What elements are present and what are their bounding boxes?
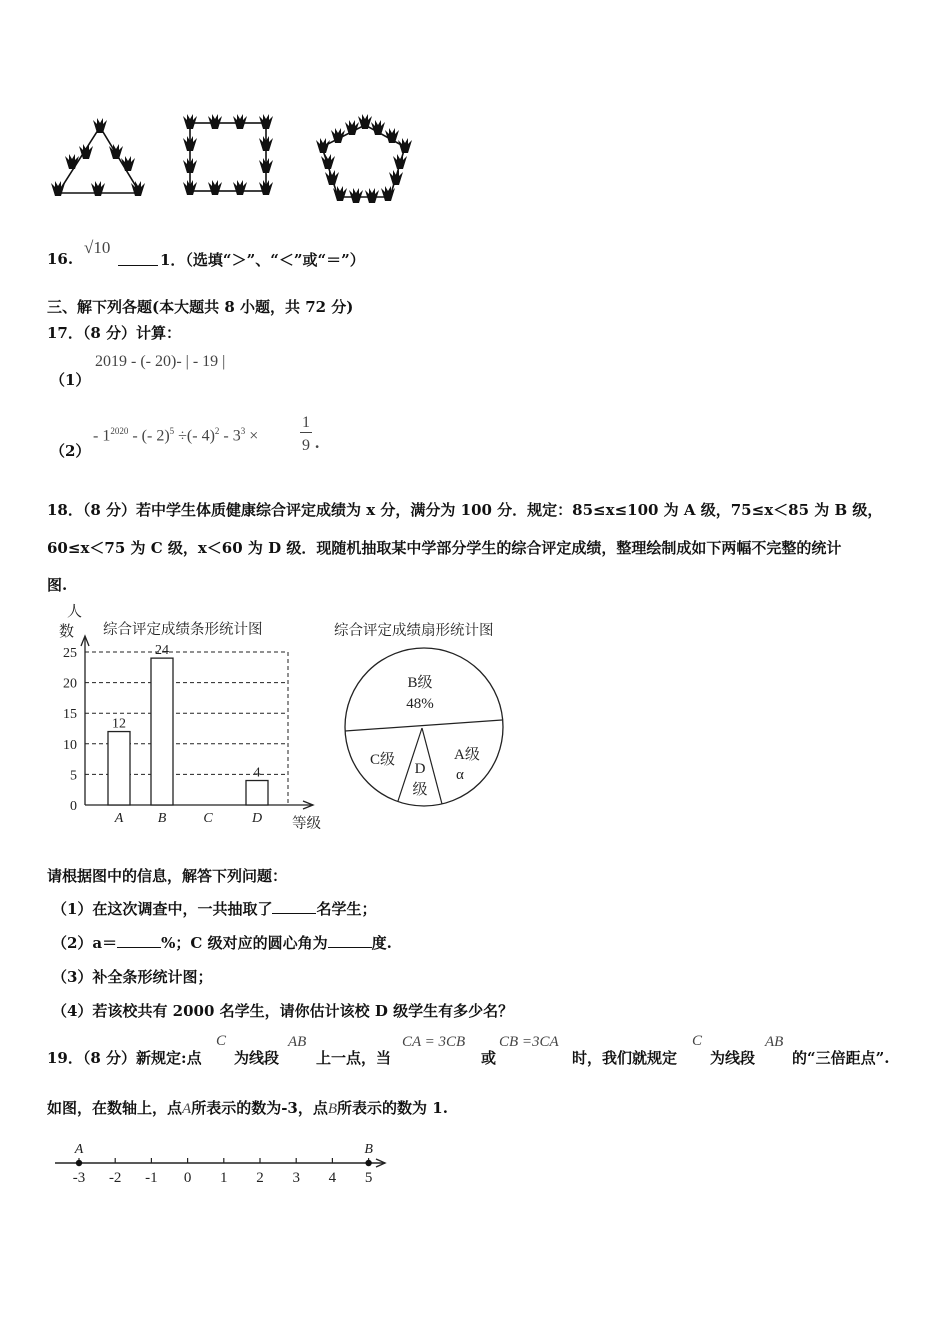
point-label: A bbox=[74, 1142, 84, 1157]
bar-value-label: 24 bbox=[155, 643, 169, 659]
x-tick-label: B bbox=[157, 811, 167, 826]
q16-number: 16. bbox=[47, 250, 74, 268]
y-axis-label: 人 bbox=[67, 604, 83, 620]
bar-B bbox=[151, 658, 173, 805]
q19-part-c: 上一点，当 bbox=[316, 1049, 392, 1067]
q17-part1-expression: 2019 - (- 20)- | - 19 | bbox=[95, 353, 226, 370]
y-tick-label: 0 bbox=[70, 799, 77, 814]
bar-chart-title: 综合评定成绩条形统计图 bbox=[103, 622, 263, 638]
pie-value-a: α bbox=[456, 767, 464, 783]
q17-fraction-numerator: 1 bbox=[302, 414, 310, 431]
q19-part-f: 为线段 bbox=[710, 1049, 756, 1067]
q17-heading: 17．（8 分）计算： bbox=[47, 324, 182, 342]
q17-part2-expression: - $1^{2020}$ - (- 2)$^5$ ÷(- $4)^2 - 3^3$ × bbox=[93, 426, 259, 445]
q17-fraction-denominator: 9 bbox=[302, 437, 310, 454]
square-shape bbox=[183, 114, 273, 195]
point-label: B bbox=[364, 1142, 373, 1157]
bar-value-label: 4 bbox=[253, 765, 261, 781]
q19-segment-ab: AB bbox=[288, 1034, 307, 1050]
shape-pattern-figure bbox=[40, 105, 430, 215]
q18-subq-1: （1）在这次调查中，一共抽取了 名学生； bbox=[52, 900, 377, 918]
tick-label: -1 bbox=[145, 1170, 158, 1186]
tick-label: 1 bbox=[220, 1170, 228, 1186]
y-tick-label: 25 bbox=[63, 646, 77, 661]
q18-subq1-blank[interactable] bbox=[272, 899, 316, 914]
y-tick-label: 15 bbox=[63, 707, 77, 723]
q18-questions-intro: 请根据图中的信息，解答下列问题： bbox=[47, 867, 288, 885]
y-tick-label: 10 bbox=[63, 737, 77, 753]
pie-label-a: A级 bbox=[454, 747, 480, 763]
tick-label: 4 bbox=[328, 1170, 337, 1186]
pie-chart-title: 综合评定成绩扇形统计图 bbox=[334, 623, 494, 639]
y-tick-label: 20 bbox=[63, 676, 77, 692]
tick-label: 5 bbox=[364, 1170, 373, 1186]
q17-part2-label: （2） bbox=[50, 442, 91, 460]
q16-answer-blank[interactable] bbox=[118, 250, 158, 266]
q19-part-a: 19．（8 分）新规定:点 bbox=[47, 1049, 202, 1067]
q19-part-d: 或 bbox=[481, 1049, 497, 1067]
q19-part-e: 时，我们就规定 bbox=[572, 1049, 678, 1067]
q19-part-g: 的“三倍距点”. bbox=[792, 1049, 890, 1067]
tick-label: 2 bbox=[256, 1170, 264, 1186]
tick-label: -3 bbox=[72, 1170, 86, 1186]
tick-label: 3 bbox=[292, 1170, 300, 1186]
q18-line-3: 图. bbox=[47, 576, 68, 594]
pie-label-d: D bbox=[414, 761, 426, 777]
q18-subq2-blank-a[interactable] bbox=[117, 933, 161, 948]
triangle-shape bbox=[51, 118, 145, 196]
tick-label: -2 bbox=[108, 1170, 122, 1186]
number-line bbox=[50, 1135, 400, 1190]
pie-value-b: 48% bbox=[406, 696, 434, 712]
bar-A bbox=[108, 732, 130, 805]
q19-part-b: 为线段 bbox=[234, 1049, 280, 1067]
section-3-heading: 三、解下列各题(本大题共 8 小题，共 72 分) bbox=[47, 298, 354, 316]
x-axis-label: 等级 bbox=[292, 816, 321, 832]
q19-point-c-2: C bbox=[692, 1033, 703, 1049]
q19-point-c: C bbox=[216, 1033, 227, 1049]
q18-line-2: 60≤x＜75 为 C 级，x＜60 为 D 级．现随机抽取某中学部分学生的综合评定成绩，整理绘制成如下两幅不完整的统计 bbox=[47, 539, 842, 557]
q18-subq-4: （4）若该校共有 2000 名学生，请你估计该校 D 级学生有多少名？ bbox=[52, 1002, 514, 1020]
tick-label: 0 bbox=[183, 1170, 192, 1186]
y-tick-label: 5 bbox=[70, 768, 77, 784]
y-axis-label-2: 数 bbox=[59, 624, 75, 640]
point-A bbox=[76, 1160, 82, 1166]
q17-period: . bbox=[315, 433, 320, 452]
pie-chart bbox=[330, 612, 530, 812]
x-tick-label: A bbox=[114, 811, 124, 826]
q17-part1-label: （1） bbox=[50, 371, 91, 389]
q19-equation-2: CB =3CA bbox=[499, 1034, 559, 1050]
q16-radical: √10 bbox=[84, 238, 111, 257]
bar-chart bbox=[45, 600, 335, 835]
point-B bbox=[365, 1160, 371, 1166]
bar-D bbox=[246, 781, 268, 805]
pie-label-b: B级 bbox=[407, 675, 433, 691]
q18-subq2-blank-angle[interactable] bbox=[328, 933, 372, 948]
q18-subq-2: （2）a＝ %；C 级对应的圆心角为 度. bbox=[52, 934, 392, 952]
q16-instruction: 1．（选填“＞”、“＜”或“＝”） bbox=[160, 251, 365, 269]
x-tick-label: C bbox=[203, 811, 213, 826]
q19-segment-ab-2: AB bbox=[765, 1034, 784, 1050]
pie-label-c: C级 bbox=[370, 752, 396, 768]
bar-value-label: 12 bbox=[112, 716, 126, 732]
x-tick-label: D bbox=[251, 811, 263, 826]
q18-subq-3: （3）补全条形统计图； bbox=[52, 968, 213, 986]
pentagon-shape bbox=[316, 114, 412, 203]
q19-line-2: 如图，在数轴上，点A所表示的数为-3，点B所表示的数为 1. bbox=[47, 1099, 448, 1117]
pie-label-d-2: 级 bbox=[412, 782, 428, 798]
q19-equation-1: CA = 3CB bbox=[402, 1034, 466, 1050]
q18-line-1: 18．（8 分）若中学生体质健康综合评定成绩为 x 分，满分为 100 分．规定：85≤x≤100 为 A 级，75≤x＜85 为 B 级， bbox=[47, 501, 883, 519]
